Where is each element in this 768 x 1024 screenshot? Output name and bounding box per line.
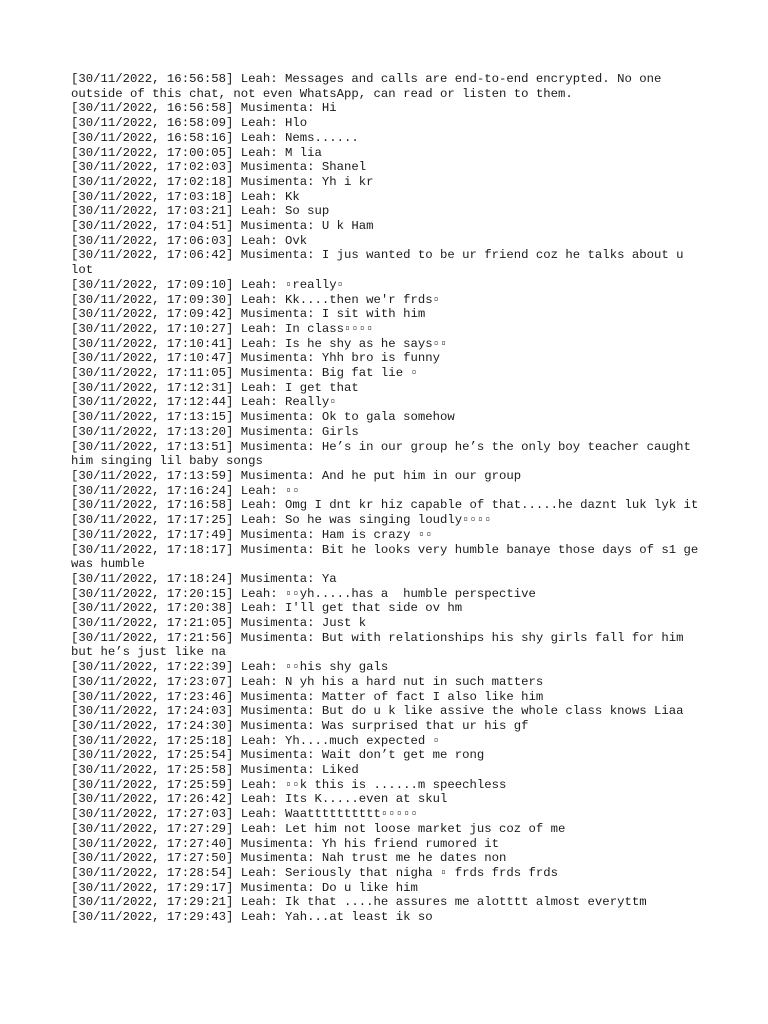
chat-message-line: [30/11/2022, 17:21:05] Musimenta: Just k (71, 616, 367, 631)
chat-message-line: [30/11/2022, 17:16:24] Leah: ▫▫ (71, 483, 300, 498)
chat-message-line: [30/11/2022, 17:03:18] Leah: Kk (71, 189, 300, 204)
chat-message-line: [30/11/2022, 17:10:41] Leah: Is he shy as he says▫▫ (71, 336, 448, 351)
chat-message-line: [30/11/2022, 16:56:58] Leah: Messages and calls are end-to-end encrypted. No one outside of this chat, not even WhatsApp, can read or listen to them. (71, 72, 669, 101)
chat-message-line: [30/11/2022, 17:11:05] Musimenta: Big fat lie ▫ (71, 366, 418, 381)
chat-message-line: [30/11/2022, 17:13:20] Musimenta: Girls (71, 424, 359, 439)
chat-message-line: [30/11/2022, 17:10:47] Musimenta: Yhh bro is funny (71, 351, 440, 366)
chat-message-line: [30/11/2022, 17:22:39] Leah: ▫▫his shy gals (71, 660, 389, 675)
chat-message-line: [30/11/2022, 17:18:17] Musimenta: Bit he looks very humble banaye those days of s1 ge was humble (71, 542, 706, 572)
chat-message-line: [30/11/2022, 17:25:18] Leah: Yh....much expected ▫ (71, 733, 440, 748)
chat-message-line: [30/11/2022, 17:27:03] Leah: Waatttttttttt▫▫▫▫▫ (71, 807, 418, 822)
chat-message-line: [30/11/2022, 17:20:15] Leah: ▫▫yh.....has a humble perspective (71, 586, 536, 601)
chat-message-line: [30/11/2022, 17:12:44] Leah: Really▫ (71, 395, 337, 410)
chat-message-line: [30/11/2022, 17:25:54] Musimenta: Wait don’t get me rong (71, 748, 485, 763)
chat-message-line: [30/11/2022, 17:25:59] Leah: ▫▫k this is ......m speechless (71, 777, 507, 792)
chat-message-line: [30/11/2022, 17:17:49] Musimenta: Ham is crazy ▫▫ (71, 527, 433, 542)
chat-log (71, 72, 706, 925)
chat-message-line: [30/11/2022, 17:13:15] Musimenta: Ok to gala somehow (71, 410, 455, 425)
chat-message-line: [30/11/2022, 17:26:42] Leah: Its K.....even at skul (71, 792, 448, 807)
chat-message-line: [30/11/2022, 17:02:03] Musimenta: Shanel (71, 160, 367, 175)
chat-message-line: [30/11/2022, 17:21:56] Musimenta: But with relationships his shy girls fall for him but he’s just like na (71, 630, 691, 660)
chat-message-line: [30/11/2022, 17:29:21] Leah: Ik that ....he assures me alotttt almost everyttm (71, 895, 647, 910)
chat-message-line: [30/11/2022, 17:24:30] Musimenta: Was surprised that ur his gf (71, 718, 529, 733)
chat-message-line: [30/11/2022, 17:25:58] Musimenta: Liked (71, 763, 359, 778)
chat-message-line: [30/11/2022, 17:09:42] Musimenta: I sit with him (71, 307, 426, 322)
chat-message-line: [30/11/2022, 17:18:24] Musimenta: Ya (71, 571, 337, 586)
chat-message-line: [30/11/2022, 17:23:07] Leah: N yh his a hard nut in such matters (71, 674, 544, 689)
chat-message-line: [30/11/2022, 17:00:05] Leah: M lia (71, 145, 322, 160)
chat-message-line: [30/11/2022, 17:06:42] Musimenta: I jus wanted to be ur friend coz he talks about u lot (71, 248, 691, 278)
chat-message-line: [30/11/2022, 17:06:03] Leah: Ovk (71, 233, 308, 248)
chat-message-line: [30/11/2022, 17:24:03] Musimenta: But do u k like assive the whole class knows Liaa (71, 704, 684, 719)
chat-message-line: [30/11/2022, 17:23:46] Musimenta: Matter of fact I also like him (71, 689, 544, 704)
chat-message-line: [30/11/2022, 17:09:10] Leah: ▫really▫ (71, 277, 345, 292)
chat-message-line: [30/11/2022, 17:27:50] Musimenta: Nah trust me he dates non (71, 851, 507, 866)
chat-message-line: [30/11/2022, 17:29:43] Leah: Yah...at least ik so (71, 910, 433, 925)
chat-message-line: [30/11/2022, 17:27:29] Leah: Let him not loose market jus coz of me (71, 821, 566, 836)
chat-message-line: [30/11/2022, 17:02:18] Musimenta: Yh i kr (71, 174, 374, 189)
chat-message-line: [30/11/2022, 17:04:51] Musimenta: U k Ham (71, 219, 374, 234)
chat-message-line: [30/11/2022, 17:09:30] Leah: Kk....then we'r frds▫ (71, 292, 440, 307)
chat-message-line: [30/11/2022, 17:13:51] Musimenta: He’s in our group he’s the only boy teacher caught him singing lil baby songs (71, 439, 699, 469)
chat-message-line: [30/11/2022, 17:13:59] Musimenta: And he put him in our group (71, 468, 522, 483)
chat-message-line: [30/11/2022, 17:27:40] Musimenta: Yh his friend rumored it (71, 836, 500, 851)
chat-message-line: [30/11/2022, 17:28:54] Leah: Seriously that nigha ▫ frds frds frds (71, 865, 559, 880)
chat-message-line: [30/11/2022, 17:03:21] Leah: So sup (71, 204, 330, 219)
chat-message-line: [30/11/2022, 17:12:31] Leah: I get that (71, 380, 359, 395)
chat-message-line: [30/11/2022, 16:58:16] Leah: Nems...... (71, 130, 359, 145)
chat-message-line: [30/11/2022, 17:17:25] Leah: So he was singing loudly▫▫▫▫ (71, 513, 492, 528)
chat-message-line: [30/11/2022, 17:29:17] Musimenta: Do u like him (71, 880, 418, 895)
chat-message-line: [30/11/2022, 17:20:38] Leah: I'll get that side ov hm (71, 601, 463, 616)
chat-message-line: [30/11/2022, 17:10:27] Leah: In class▫▫▫▫ (71, 321, 374, 336)
chat-message-line: [30/11/2022, 17:16:58] Leah: Omg I dnt kr hiz capable of that.....he daznt luk lyk it (71, 498, 699, 513)
chat-message-line: [30/11/2022, 16:58:09] Leah: Hlo (71, 116, 308, 131)
chat-message-line: [30/11/2022, 16:56:58] Musimenta: Hi (71, 101, 337, 116)
